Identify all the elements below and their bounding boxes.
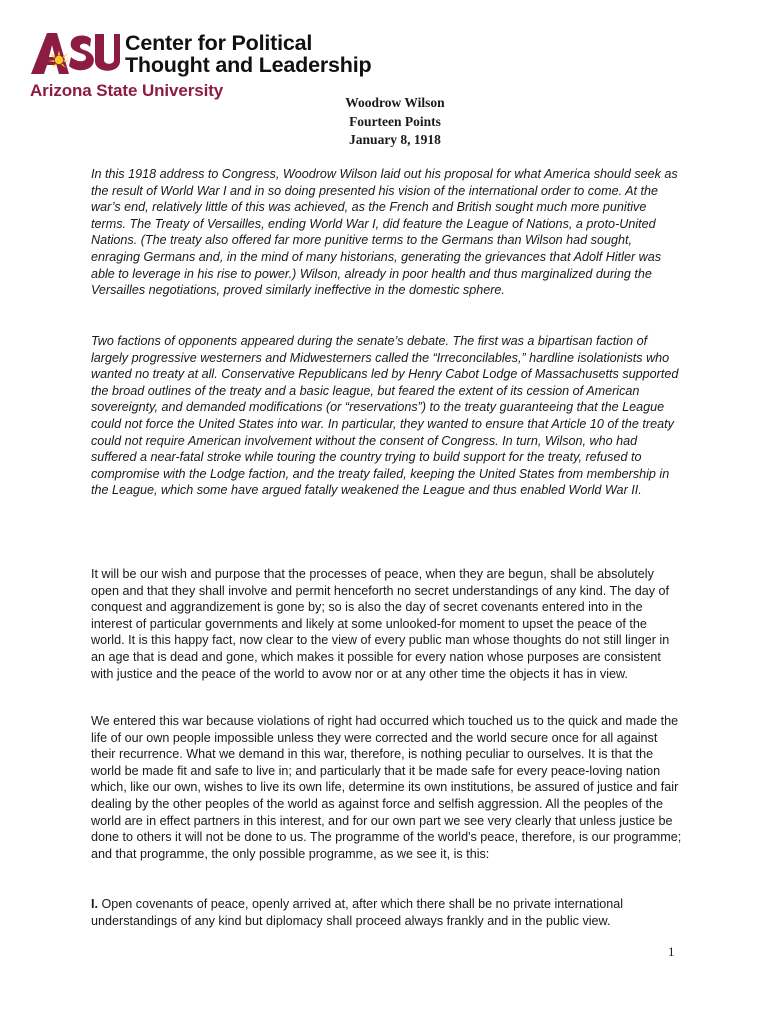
university-name: Arizona State University bbox=[30, 81, 224, 100]
title-date: January 8, 1918 bbox=[349, 132, 441, 147]
speech-paragraph-1: It will be our wish and purpose that the processes of peace, when they are begun, shall be absolutely open and that they shall involve and permit henceforth no secret understandings of any kind. The day of conquest and aggrandizement is gone by; so is also the day of secret covenants entered into in the interest of particular governments and likely at some unlooked-for moment to upset the peace of the world. It is this happy fact, now clear to the view of every public man whose thoughts do not still linger in an age that is dead and gone, which makes it possible for every nation whose purposes are consistent with justice and the peace of the world to avow nor or at any other time the objects it has in view. bbox=[91, 567, 670, 681]
point-one-paragraph bbox=[91, 896, 682, 929]
title-author: Woodrow Wilson bbox=[345, 95, 445, 110]
document-title-block bbox=[260, 94, 530, 150]
intro-paragraph-2: Two factions of opponents appeared during the senate’s debate. The first was a bipartisan faction of largely progressive westerners and Midwesterners called the “Irreconcilables,” hardline isolationists who wanted no treaty at all. Conservative Republicans led by Henry Cabot Lodge of Massachusetts supported the broad outlines of the treaty and a basic league, but feared the extent of its cession of American sovereignty, and demanded modifications (or “reservations”) to the treaty guaranteeing that the League could not force the United States into war. In particular, they wanted to ensure that Article 10 of the treaty could not require American involvement without the consent of Congress. In turn, Wilson, who had suffered a near-fatal stroke while touring the country trying to build support for the treaty, refused to compromise with the Lodge faction, and the treaty failed, keeping the United States from membership in the League, which some have argued fatally weakened the League and thus enabled World War II. bbox=[91, 334, 679, 498]
page-number: 1 bbox=[668, 944, 675, 959]
point-one-text: Open covenants of peace, openly arrived at, after which there shall be no private international understandings of any kind but diplomacy shall proceed always frankly and in the public view. bbox=[91, 897, 624, 928]
speech-paragraph-2: We entered this war because violations of right had occurred which touched us to the quick and made the life of our own people impossible unless they were corrected and the world secure once for all against their recurrence. What we demand in this war, therefore, is nothing peculiar to ourselves. It is that the world be made fit and safe to live in; and particularly that it be made safe for every peace-loving nation which, like our own, wishes to live its own life, determine its own institutions, be assured of justice and fair dealing by the other peoples of the world as against force and selfish aggression. All the peoples of the world are in effect partners in this interest, and for our own part we see very clearly that unless justice be done to others it will not be done to us. The programme of the world's peace, therefore, is our programme; and that programme, the only possible programme, as we see it, is this: bbox=[91, 714, 682, 861]
intro-paragraph-1: In this 1918 address to Congress, Woodrow Wilson laid out his proposal for what America should seek as the result of World War I and in so doing presented his vision of the international order to come. At the war’s end, relatively little of this was achieved, as the French and British sought much more punitive terms. The Treaty of Versailles, ending World War I, did feature the League of Nations, a proto-United Nations. (The treaty also offered far more punitive terms to the Germans than Wilson had sought, enraging Germans and, in the mind of many historians, generating the grievances that Adolf Hitler was able to leverage in his rise to power.) Wilson, already in poor health and thus marginalized during the Versailles negotiations, proved similarly ineffective in the domestic sphere. bbox=[91, 167, 678, 298]
asu-logo-header bbox=[29, 30, 389, 104]
center-name bbox=[125, 32, 371, 76]
center-name-line1: Center for Political bbox=[125, 31, 313, 55]
center-name-line2: Thought and Leadership bbox=[125, 53, 372, 77]
point-one-number: I. bbox=[91, 897, 98, 911]
asu-logo-icon bbox=[29, 30, 121, 76]
title-document: Fourteen Points bbox=[349, 113, 441, 129]
